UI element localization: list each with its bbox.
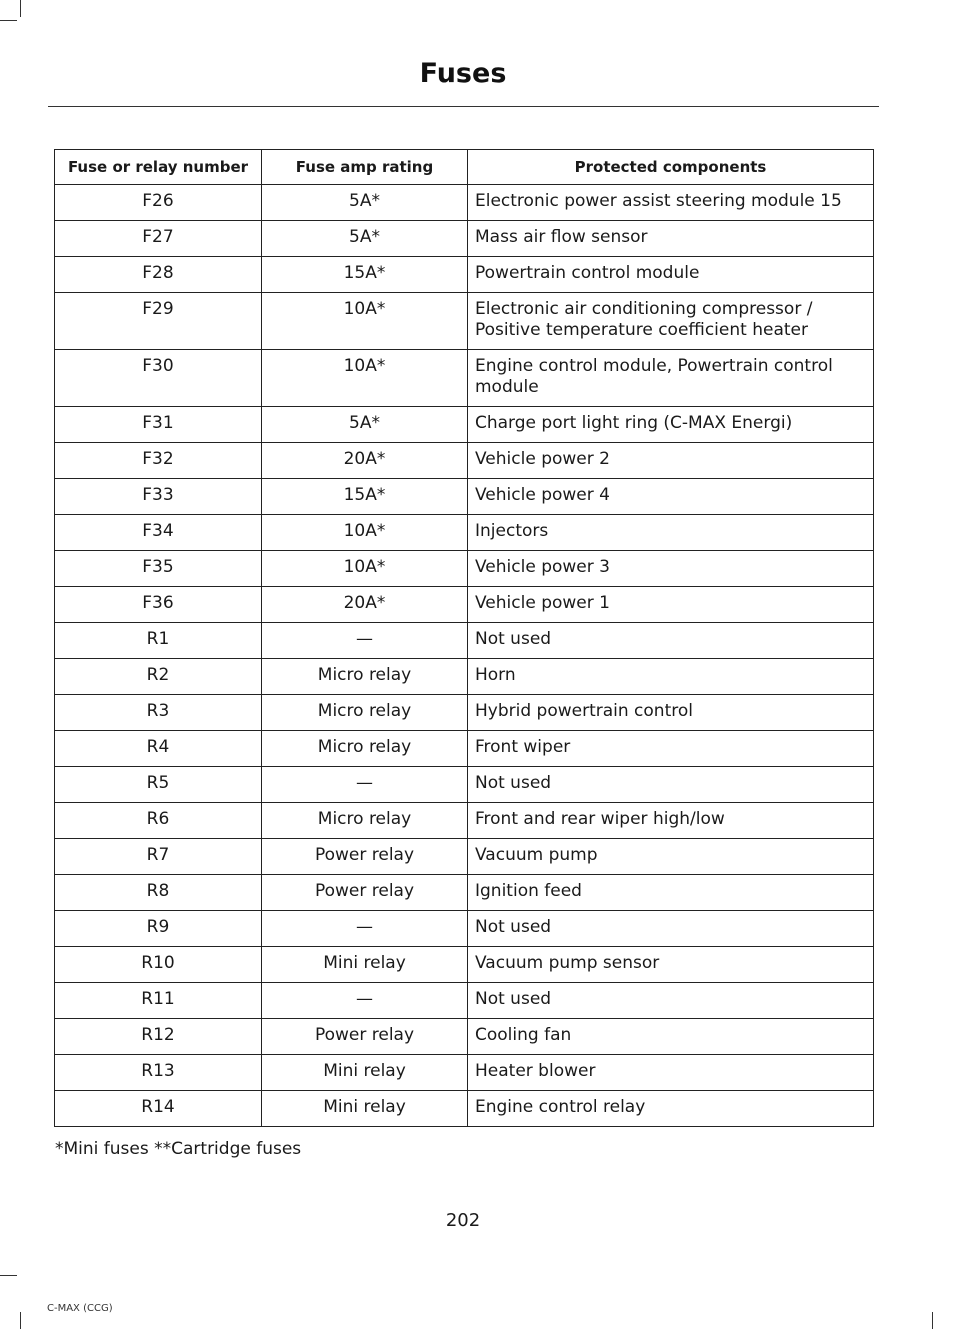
relay-number: R13 (55, 1055, 262, 1091)
protected-component: Vacuum pump sensor (468, 947, 874, 983)
protected-component: Cooling fan (468, 1019, 874, 1055)
table-row (55, 839, 874, 875)
protected-component: Engine control relay (468, 1091, 874, 1127)
table-row (55, 551, 874, 587)
amp-rating: Micro relay (262, 731, 468, 767)
table-row (55, 983, 874, 1019)
amp-rating: Micro relay (262, 803, 468, 839)
protected-component: Horn (468, 659, 874, 695)
amp-rating: Mini relay (262, 1055, 468, 1091)
table-row (55, 695, 874, 731)
protected-component: Not used (468, 767, 874, 803)
table-row (55, 1055, 874, 1091)
protected-component: Front wiper (468, 731, 874, 767)
relay-number: R8 (55, 875, 262, 911)
protected-component: Vehicle power 1 (468, 587, 874, 623)
table-row (55, 257, 874, 293)
table-row (55, 407, 874, 443)
fuse-table (54, 149, 874, 1127)
relay-number: R14 (55, 1091, 262, 1127)
table-row (55, 731, 874, 767)
page-number: 202 (445, 1210, 481, 1231)
amp-rating: 20A* (262, 587, 468, 623)
amp-rating: 5A* (262, 221, 468, 257)
fuse-number: F33 (55, 479, 262, 515)
fuse-number: F29 (55, 293, 262, 350)
relay-number: R4 (55, 731, 262, 767)
amp-rating: Power relay (262, 1019, 468, 1055)
table-row (55, 659, 874, 695)
relay-number: R11 (55, 983, 262, 1019)
amp-rating: 10A* (262, 515, 468, 551)
protected-component: Heater blower (468, 1055, 874, 1091)
protected-component: Electronic power assist steering module 15 (468, 185, 874, 221)
table-row (55, 803, 874, 839)
fuse-number: F30 (55, 350, 262, 407)
relay-number: R7 (55, 839, 262, 875)
amp-rating: Mini relay (262, 947, 468, 983)
protected-component: Not used (468, 623, 874, 659)
relay-number: R12 (55, 1019, 262, 1055)
amp-rating: 10A* (262, 350, 468, 407)
relay-number: R6 (55, 803, 262, 839)
amp-rating: — (262, 623, 468, 659)
fuse-number: F27 (55, 221, 262, 257)
fuse-number: F36 (55, 587, 262, 623)
protected-component: Ignition feed (468, 875, 874, 911)
fuse-number: F31 (55, 407, 262, 443)
relay-number: R5 (55, 767, 262, 803)
amp-rating: 5A* (262, 185, 468, 221)
protected-component: Vehicle power 4 (468, 479, 874, 515)
column-header: Protected components (468, 150, 874, 185)
table-row (55, 443, 874, 479)
page-title: Fuses (419, 58, 507, 89)
table-row (55, 350, 874, 407)
protected-component: Engine control module, Powertrain control module (468, 350, 874, 407)
relay-number: R9 (55, 911, 262, 947)
crop-mark (0, 20, 17, 21)
amp-rating: — (262, 767, 468, 803)
table-row (55, 623, 874, 659)
column-header: Fuse amp rating (262, 150, 468, 185)
table-row (55, 767, 874, 803)
protected-component: Powertrain control module (468, 257, 874, 293)
amp-rating: 15A* (262, 257, 468, 293)
protected-component: Vehicle power 2 (468, 443, 874, 479)
protected-component: Injectors (468, 515, 874, 551)
amp-rating: 10A* (262, 293, 468, 350)
table-row (55, 911, 874, 947)
table-header-row (55, 150, 874, 185)
fuse-number: F26 (55, 185, 262, 221)
amp-rating: Power relay (262, 875, 468, 911)
table-row (55, 1019, 874, 1055)
fuse-number: F28 (55, 257, 262, 293)
model-label: C-MAX (CCG) (47, 1303, 113, 1314)
protected-component: Not used (468, 983, 874, 1019)
amp-rating: — (262, 983, 468, 1019)
table-row (55, 515, 874, 551)
fuse-number: F35 (55, 551, 262, 587)
table-row (55, 185, 874, 221)
amp-rating: Micro relay (262, 695, 468, 731)
crop-mark (932, 1312, 933, 1329)
table-row (55, 1091, 874, 1127)
protected-component: Vehicle power 3 (468, 551, 874, 587)
table-row (55, 479, 874, 515)
protected-component: Vacuum pump (468, 839, 874, 875)
fuse-number: F34 (55, 515, 262, 551)
protected-component: Charge port light ring (C-MAX Energi) (468, 407, 874, 443)
relay-number: R10 (55, 947, 262, 983)
fuse-number: F32 (55, 443, 262, 479)
crop-mark (20, 1312, 21, 1329)
protected-component: Front and rear wiper high/low (468, 803, 874, 839)
crop-mark (20, 0, 21, 17)
amp-rating: 10A* (262, 551, 468, 587)
amp-rating: Power relay (262, 839, 468, 875)
protected-component: Hybrid powertrain control (468, 695, 874, 731)
protected-component: Mass air flow sensor (468, 221, 874, 257)
amp-rating: Mini relay (262, 1091, 468, 1127)
footnote: *Mini fuses **Cartridge fuses (55, 1139, 302, 1159)
protected-component: Not used (468, 911, 874, 947)
amp-rating: — (262, 911, 468, 947)
amp-rating: Micro relay (262, 659, 468, 695)
table-row (55, 293, 874, 350)
crop-mark (0, 1275, 17, 1276)
column-header: Fuse or relay number (55, 150, 262, 185)
amp-rating: 20A* (262, 443, 468, 479)
amp-rating: 5A* (262, 407, 468, 443)
table-row (55, 875, 874, 911)
table-row (55, 587, 874, 623)
title-rule (48, 106, 879, 107)
table-row (55, 947, 874, 983)
protected-component: Electronic air conditioning compressor / Positive temperature coefficient heater (468, 293, 874, 350)
relay-number: R1 (55, 623, 262, 659)
relay-number: R3 (55, 695, 262, 731)
amp-rating: 15A* (262, 479, 468, 515)
table-row (55, 221, 874, 257)
relay-number: R2 (55, 659, 262, 695)
